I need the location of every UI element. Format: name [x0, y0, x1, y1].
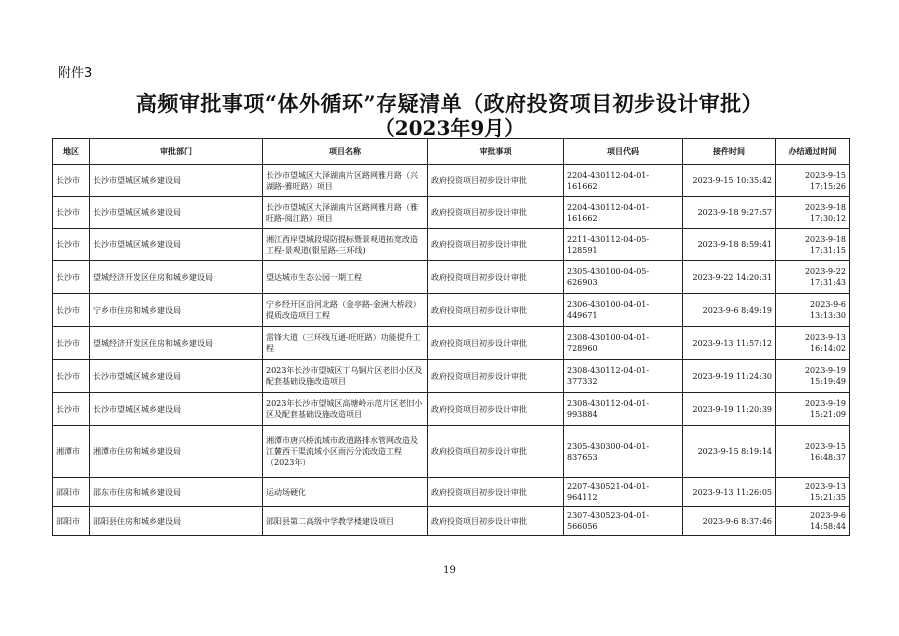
table-row — [53, 261, 850, 294]
cell-project-code: 2308-430100-04-01-728960 — [564, 327, 683, 360]
cell-completed-time: 2023-9-19 15:19:49 — [776, 360, 850, 393]
cell-department: 长沙市望城区城乡建设局 — [90, 165, 263, 197]
cell-received-time: 2023-9-19 11:20:39 — [683, 393, 776, 426]
cell-region: 长沙市 — [53, 327, 90, 360]
cell-approval-item: 政府投资项目初步设计审批 — [428, 478, 564, 507]
cell-region: 邵阳市 — [53, 478, 90, 507]
document-title: 高频审批事项“体外循环”存疑清单（政府投资项目初步设计审批） — [135, 91, 764, 116]
cell-project-code: 2204-430112-04-01-161662 — [564, 197, 683, 229]
cell-completed-time: 2023-9-22 17:31:43 — [776, 261, 850, 294]
cell-project-code: 2207-430521-04-01-964112 — [564, 478, 683, 507]
cell-department: 邵阳县住房和城乡建设局 — [90, 507, 263, 536]
cell-project-name: 湘江西岸望城段堤防提标暨景观道拓宽改造工程-景观道(银星路-三环线) — [263, 229, 428, 261]
cell-project-code: 2308-430112-04-01-993884 — [564, 393, 683, 426]
header-project-name: 项目名称 — [263, 139, 428, 165]
table-row — [53, 165, 850, 197]
cell-completed-time: 2023-9-6 13:13:30 — [776, 294, 850, 327]
table-row — [53, 327, 850, 360]
cell-project-name: 望达城市生态公园一期工程 — [263, 261, 428, 294]
cell-region: 长沙市 — [53, 197, 90, 229]
cell-project-code: 2204-430112-04-01-161662 — [564, 165, 683, 197]
cell-received-time: 2023-9-22 14:20:31 — [683, 261, 776, 294]
cell-project-name: 湘潭市唐兴桥流域市政道路排水管网改造及江麓西干渠流域小区雨污分流改造工程（2023年） — [263, 426, 428, 478]
cell-completed-time: 2023-9-6 14:58:44 — [776, 507, 850, 536]
cell-project-code: 2306-430100-04-01-449671 — [564, 294, 683, 327]
cell-completed-time: 2023-9-18 17:31:15 — [776, 229, 850, 261]
cell-region: 长沙市 — [53, 360, 90, 393]
cell-department: 邵东市住房和城乡建设局 — [90, 478, 263, 507]
cell-received-time: 2023-9-6 8:49:19 — [683, 294, 776, 327]
header-region: 地区 — [53, 139, 90, 165]
table-row — [53, 426, 850, 478]
cell-department: 长沙市望城区城乡建设局 — [90, 229, 263, 261]
cell-received-time: 2023-9-18 9:27:57 — [683, 197, 776, 229]
cell-approval-item: 政府投资项目初步设计审批 — [428, 294, 564, 327]
cell-completed-time: 2023-9-13 15:21:35 — [776, 478, 850, 507]
cell-region: 长沙市 — [53, 229, 90, 261]
cell-approval-item: 政府投资项目初步设计审批 — [428, 261, 564, 294]
cell-project-name: 2023年长沙市望城区高塘岭示范片区老旧小区及配套基础设施改造项目 — [263, 393, 428, 426]
cell-region: 长沙市 — [53, 165, 90, 197]
cell-completed-time: 2023-9-15 16:48:37 — [776, 426, 850, 478]
cell-department: 长沙市望城区城乡建设局 — [90, 360, 263, 393]
header-department: 审批部门 — [90, 139, 263, 165]
cell-received-time: 2023-9-6 8:37:46 — [683, 507, 776, 536]
cell-department: 望城经济开发区住房和城乡建设局 — [90, 327, 263, 360]
cell-approval-item: 政府投资项目初步设计审批 — [428, 426, 564, 478]
cell-department: 长沙市望城区城乡建设局 — [90, 393, 263, 426]
cell-approval-item: 政府投资项目初步设计审批 — [428, 360, 564, 393]
cell-department: 长沙市望城区城乡建设局 — [90, 197, 263, 229]
document-subtitle-date: （2023年9月） — [374, 116, 525, 140]
cell-department: 望城经济开发区住房和城乡建设局 — [90, 261, 263, 294]
header-received-time: 接件时间 — [683, 139, 776, 165]
cell-completed-time: 2023-9-15 17:15:26 — [776, 165, 850, 197]
cell-project-name: 2023年长沙市望城区丁乌铜片区老旧小区及配套基础设施改造项目 — [263, 360, 428, 393]
attachment-label: 附件3 — [58, 66, 93, 81]
cell-project-code: 2211-430112-04-05-128591 — [564, 229, 683, 261]
cell-project-name: 邵阳县第二高级中学教学楼建设项目 — [263, 507, 428, 536]
cell-project-name: 宁乡经开区沿河北路（金亭路-金洲大桥段）提质改造项目工程 — [263, 294, 428, 327]
cell-project-code: 2305-430100-04-05-626903 — [564, 261, 683, 294]
cell-completed-time: 2023-9-18 17:30:12 — [776, 197, 850, 229]
cell-region: 邵阳市 — [53, 507, 90, 536]
cell-received-time: 2023-9-18 8:59:41 — [683, 229, 776, 261]
cell-approval-item: 政府投资项目初步设计审批 — [428, 165, 564, 197]
cell-region: 湘潭市 — [53, 426, 90, 478]
cell-region: 长沙市 — [53, 294, 90, 327]
cell-approval-item: 政府投资项目初步设计审批 — [428, 229, 564, 261]
cell-approval-item: 政府投资项目初步设计审批 — [428, 393, 564, 426]
cell-region: 长沙市 — [53, 261, 90, 294]
table-row — [53, 478, 850, 507]
cell-region: 长沙市 — [53, 393, 90, 426]
cell-project-name: 雷锋大道（三环线互通-旺旺路）功能提升工程 — [263, 327, 428, 360]
cell-project-name: 长沙市望城区大泽湖南片区路网雅月路（雅旺路-阅江路）项目 — [263, 197, 428, 229]
cell-approval-item: 政府投资项目初步设计审批 — [428, 197, 564, 229]
cell-completed-time: 2023-9-13 16:14:02 — [776, 327, 850, 360]
table-row — [53, 197, 850, 229]
cell-project-code: 2307-430523-04-01-566056 — [564, 507, 683, 536]
header-project-code: 项目代码 — [564, 139, 683, 165]
cell-completed-time: 2023-9-19 15:21:09 — [776, 393, 850, 426]
cell-received-time: 2023-9-19 11:24:30 — [683, 360, 776, 393]
cell-received-time: 2023-9-15 8:19:14 — [683, 426, 776, 478]
approval-table — [52, 138, 850, 536]
header-approval-item: 审批事项 — [428, 139, 564, 165]
table-row — [53, 507, 850, 536]
cell-received-time: 2023-9-15 10:35:42 — [683, 165, 776, 197]
table-row — [53, 229, 850, 261]
cell-approval-item: 政府投资项目初步设计审批 — [428, 327, 564, 360]
cell-project-name: 长沙市望城区大泽湖南片区路网雅月路（兴湖路-雅旺路）项目 — [263, 165, 428, 197]
cell-project-code: 2308-430112-04-01-377332 — [564, 360, 683, 393]
table-header-row — [53, 139, 850, 165]
cell-department: 湘潭市住房和城乡建设局 — [90, 426, 263, 478]
cell-project-code: 2305-430300-04-01-837653 — [564, 426, 683, 478]
header-completed-time: 办结通过时间 — [776, 139, 850, 165]
table-row — [53, 360, 850, 393]
cell-department: 宁乡市住房和城乡建设局 — [90, 294, 263, 327]
table-row — [53, 294, 850, 327]
cell-project-name: 运动场硬化 — [263, 478, 428, 507]
table-row — [53, 393, 850, 426]
cell-received-time: 2023-9-13 11:57:12 — [683, 327, 776, 360]
page-number: 19 — [443, 565, 456, 576]
cell-approval-item: 政府投资项目初步设计审批 — [428, 507, 564, 536]
cell-received-time: 2023-9-13 11:26:05 — [683, 478, 776, 507]
